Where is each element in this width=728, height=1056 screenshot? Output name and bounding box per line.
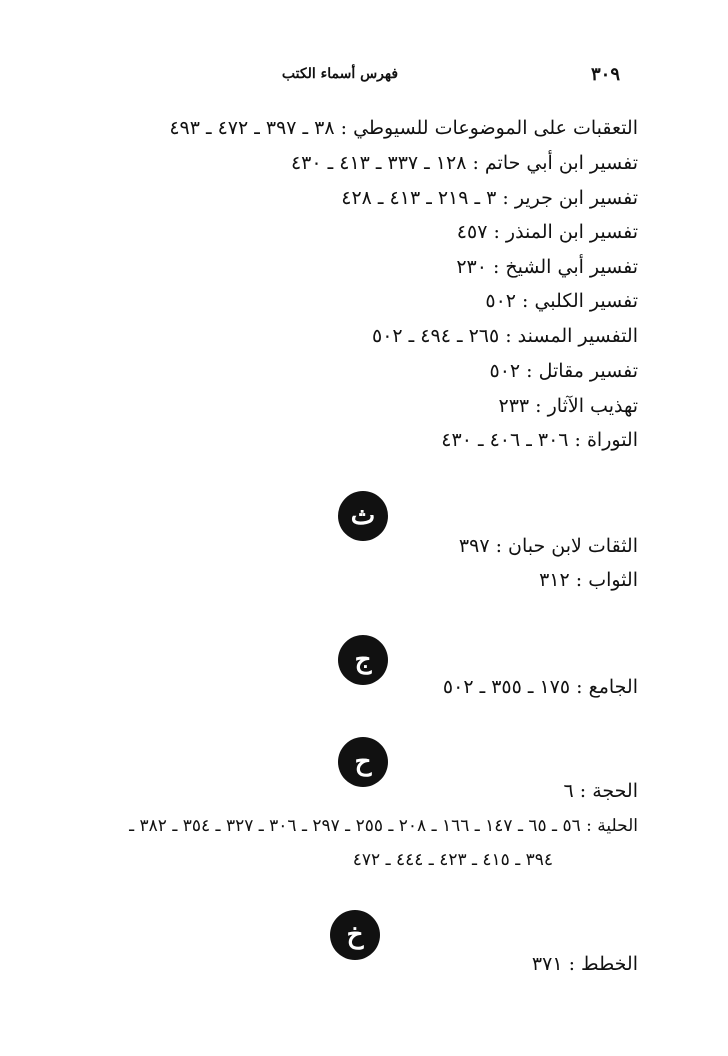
entry-refs: ٢٦٥ ـ ٤٩٤ ـ ٥٠٢: [372, 325, 500, 347]
entry-refs: ٣ ـ ٢١٩ ـ ٤١٣ ـ ٤٢٨: [341, 187, 497, 209]
section-letter-badge: ث: [338, 491, 388, 541]
running-title: فهرس أسماء الكتب: [281, 66, 399, 82]
entry-refs: ٢٣٣: [498, 395, 530, 417]
page-number: ٣٠٩: [590, 64, 620, 85]
index-entry: التوراة : ٣٠٦ ـ ٤٠٦ ـ ٤٣٠: [441, 429, 638, 451]
index-entry: تهذيب الآثار : ٢٣٣: [498, 395, 638, 417]
entry-title: تهذيب الآثار: [547, 395, 638, 417]
index-entry: تفسير ابن جرير : ٣ ـ ٢١٩ ـ ٤١٣ ـ ٤٢٨: [341, 187, 638, 209]
index-entry-continuation: ٣٩٤ ـ ٤١٥ ـ ٤٢٣ ـ ٤٤٤ ـ ٤٧٢: [352, 850, 553, 870]
entry-refs: ٣٠٦ ـ ٤٠٦ ـ ٤٣٠: [441, 429, 569, 451]
entry-refs: ٣١٢: [539, 569, 570, 591]
entry-refs: ٥٦ ـ ٦٥ ـ ١٤٧ ـ ١٦٦ ـ ٢٠٨ ـ ٢٥٥ ـ ٢٩٧ ـ ٣٠٦ ـ ٣٢٧ ـ ٣٥٤ ـ ٣٨٢ ـ: [129, 816, 581, 836]
entry-refs: ١٢٨ ـ ٣٣٧ ـ ٤١٣ ـ ٤٣٠: [290, 152, 467, 174]
entry-refs: ٥٠٢: [485, 290, 516, 312]
entry-title: تفسير الكلبي: [534, 290, 638, 312]
index-entry: الثقات لابن حبان : ٣٩٧: [458, 535, 638, 557]
entry-title: تفسير ابن أبي حاتم: [484, 152, 638, 174]
entry-refs: ٣٨ ـ ٣٩٧ ـ ٤٧٢ ـ ٤٩٣: [169, 117, 335, 139]
index-entry: تفسير مقاتل : ٥٠٢: [489, 360, 638, 382]
index-entry: الحلية : ٥٦ ـ ٦٥ ـ ١٤٧ ـ ١٦٦ ـ ٢٠٨ ـ ٢٥٥ ـ ٢٩٧ ـ ٣٠٦ ـ ٣٢٧ ـ ٣٥٤ ـ ٣٨٢ ـ: [129, 816, 638, 836]
index-entry: تفسير أبي الشيخ : ٢٣٠: [456, 256, 638, 278]
section-letter-badge: ج: [338, 635, 388, 685]
index-entry: التفسير المسند : ٢٦٥ ـ ٤٩٤ ـ ٥٠٢: [372, 325, 638, 347]
entry-title: التعقبات على الموضوعات للسيوطي: [353, 117, 638, 139]
entry-refs: ٦: [563, 780, 574, 802]
entry-title: الخطط: [581, 953, 638, 975]
section-letter-badge: ح: [338, 737, 388, 787]
index-entry: الخطط : ٣٧١: [531, 953, 638, 975]
entry-refs: ١٧٥ ـ ٣٥٥ ـ ٥٠٢: [442, 676, 571, 698]
page-header: [70, 60, 620, 90]
entry-title: الثقات لابن حبان: [508, 535, 638, 557]
index-entry: التعقبات على الموضوعات للسيوطي : ٣٨ ـ ٣٩٧ ـ ٤٧٢ ـ ٤٩٣: [169, 117, 638, 139]
entry-title: التوراة: [586, 429, 638, 451]
index-entry: تفسير ابن أبي حاتم : ١٢٨ ـ ٣٣٧ ـ ٤١٣ ـ ٤٣٠: [290, 152, 638, 174]
entry-refs: ٣٩٧: [458, 535, 490, 557]
index-entry: الحجة : ٦: [563, 780, 638, 802]
entry-title: تفسير ابن المنذر: [505, 221, 638, 243]
entry-title: الثواب: [588, 569, 638, 591]
entry-title: تفسير مقاتل: [538, 360, 638, 382]
entry-title: تفسير ابن جرير: [514, 187, 638, 209]
entry-title: تفسير أبي الشيخ: [505, 256, 638, 278]
entry-title: الجامع: [588, 676, 638, 698]
entry-refs: ٢٣٠: [456, 256, 487, 278]
index-entry: الجامع : ١٧٥ ـ ٣٥٥ ـ ٥٠٢: [442, 676, 638, 698]
index-entry: تفسير ابن المنذر : ٤٥٧: [456, 221, 638, 243]
entry-title: التفسير المسند: [517, 325, 638, 347]
index-entry: تفسير الكلبي : ٥٠٢: [485, 290, 638, 312]
section-letter-badge: خ: [330, 910, 380, 960]
entry-refs: ٤٥٧: [456, 221, 488, 243]
entry-refs: ٣٧١: [531, 953, 563, 975]
entry-title: الحجة: [592, 780, 638, 802]
entry-title: الحلية: [597, 816, 638, 836]
index-entry: الثواب : ٣١٢: [539, 569, 638, 591]
entry-refs: ٥٠٢: [489, 360, 521, 382]
